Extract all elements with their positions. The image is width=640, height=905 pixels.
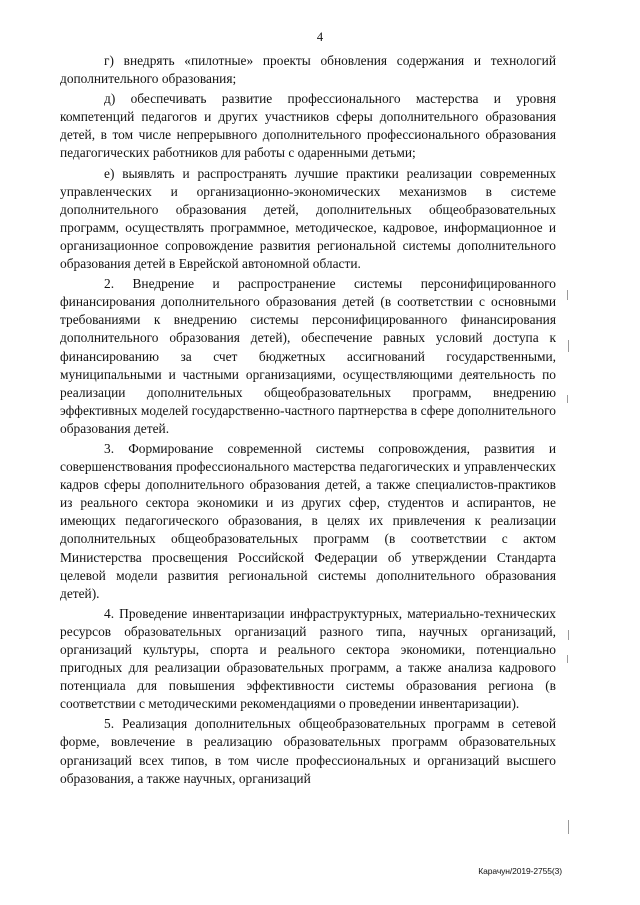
scan-artifact-mark [567,395,568,403]
paragraph-4: 4. Проведение инвентаризации инфраструктурных, материально-технических ресурсов образовательных организаций разного типа, научных организаций, организаций культуры, спорта и реального сектора экономики, потенциально пригодных для реализации образовательных программ, а также анализа кадрового потенциала для повышения эффективности системы образования региона (в соответствии с методическими рекомендациями о проведении инвентаризации). [60,605,556,712]
paragraph-5: 5. Реализация дополнительных общеобразовательных программ в сетевой форме, вовлечение в реализацию образовательных программ образовательных организаций всех типов, в том числе профессиональных и организаций высшего образования, а также научных, организаций [60,716,556,786]
paragraph-g: г) внедрять «пилотные» проекты обновления содержания и технологий дополнительного образования; [60,53,556,87]
scan-artifact-mark [567,290,568,300]
paragraph-e: е) выявлять и распространять лучшие практики реализации современных управленческих и организационно-экономических механизмов в системе дополнительного образования детей, дополнительных общеобразовательных программ, осуществлять программное, методическое, кадровое, информационное и организационное сопровождение развития региональной системы дополнительного образования детей в Еврейской автономной области. [60,165,556,272]
document-body [60,52,556,790]
document-footer-code: Карачун/2019-2755(3) [478,866,562,876]
paragraph-d: д) обеспечивать развитие профессионального мастерства и уровня компетенций педагогов и других участников сферы дополнительного образования детей, в том числе непрерывного дополнительного профессионального образования педагогических работников для работы с одаренными детьми; [60,91,556,161]
scan-artifact-mark [568,630,569,640]
page-number: 4 [316,30,324,44]
scan-artifact-mark [567,655,568,663]
scan-artifact-mark [568,820,569,834]
scan-artifact-mark [568,340,569,352]
paragraph-3: 3. Формирование современной системы сопровождения, развития и совершенствования профессионального мастерства педагогических и управленческих кадров сферы дополнительного образования детей, а также специалистов-практиков из реального сектора экономики и из других сфер, студентов и аспирантов, не имеющих педагогического образования, в целях их привлечения к реализации дополнительных общеобразовательных программ (в соответствии с актом Министерства просвещения Российской Федерации об утверждении Стандарта целевой модели развития региональной системы дополнительного образования детей). [60,440,556,601]
paragraph-2: 2. Внедрение и распространение системы персонифицированного финансирования дополнительного образования детей (в соответствии с основными требованиями к внедрению системы персонифицированного финансирования дополнительного образования детей), обеспечение равных условий доступа к финансированию за счет бюджетных ассигнований государственными, муниципальными и частными организациями, осуществляющими деятельность по реализации дополнительных общеобразовательных программ, внедрению эффективных моделей государственно-частного партнерства в сфере дополнительного образования детей. [60,276,556,436]
